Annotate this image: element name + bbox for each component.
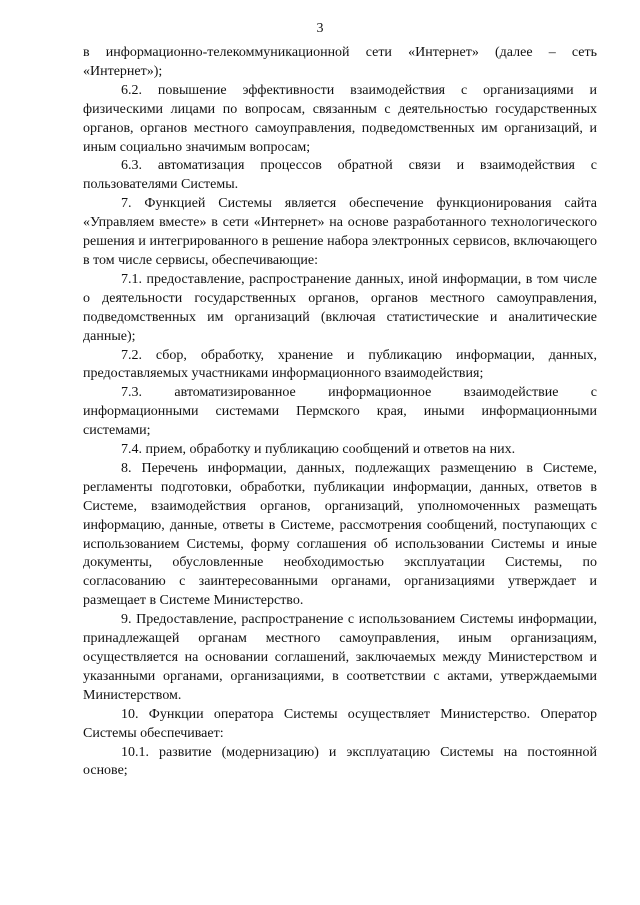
paragraph-6-1-continuation: в информационно-телекоммуникационной сети «Интернет» (далее – сеть «Интернет»); <box>83 45 597 79</box>
paragraph-8: 8. Перечень информации, данных, подлежащих размещению в Системе, регламенты подготовки, обработки, публикации информации, данных, ответов в Системе, взаимодействия органов, организаций, уполномоченных размещать информацию, данные, ответы в Системе, рассмотрения сообщений, поступающих с использованием Системы, форму соглашения об использовании Системы и иные документы, обусловленные необходимостью эксплуатации Системы, по согласованию с заинтересованными органами, организациями утверждает и размещает в Системе Министерство. <box>83 460 597 609</box>
paragraph-7-1: 7.1. предоставление, распространение данных, иной информации, в том числе о деятельности государственных органов, органов местного самоуправления, подведомственных им организаций (включая статистические и аналитические данные); <box>83 271 597 344</box>
paragraph-9: 9. Предоставление, распространение с использованием Системы информации, принадлежащей органам местного самоуправления, иным организациям, осуществляется на основании соглашений, заключаемых между Министерством и указанными органами, организациями, в соответствии с актами, утверждаемыми Министерством. <box>83 612 597 703</box>
paragraph-7-2: 7.2. сбор, обработку, хранение и публикацию информации, данных, предоставляемых участниками информационного взаимодействия; <box>83 347 597 382</box>
paragraph-6-2: 6.2. повышение эффективности взаимодействия с организациями и физическими лицами по вопросам, связанным с деятельностью государственных органов, органов местного самоуправления, подведомственных им организаций, и иным социально значимым вопросам; <box>83 82 597 155</box>
paragraph-7-4: 7.4. прием, обработку и публикацию сообщений и ответов на них. <box>121 442 516 458</box>
page-number: 3 <box>316 21 324 36</box>
paragraph-6-3: 6.3. автоматизация процессов обратной связи и взаимодействия с пользователями Системы. <box>83 158 597 193</box>
paragraph-7-3: 7.3. автоматизированное информационное взаимодействие с информационными системами Пермского края, иными информационными системами; <box>83 385 597 439</box>
paragraph-10-1: 10.1. развитие (модернизацию) и эксплуатацию Системы на постоянной основе; <box>83 744 597 779</box>
document-body <box>83 44 597 781</box>
paragraph-7: 7. Функцией Системы является обеспечение функционирования сайта «Управляем вместе» в сети «Интернет» на основе разработанного технологического решения и интегрированного в решение набора электронных сервисов, включающего в том числе сервисы, обеспечивающие: <box>83 196 597 268</box>
paragraph-10: 10. Функции оператора Системы осуществляет Министерство. Оператор Системы обеспечивает: <box>83 706 597 741</box>
